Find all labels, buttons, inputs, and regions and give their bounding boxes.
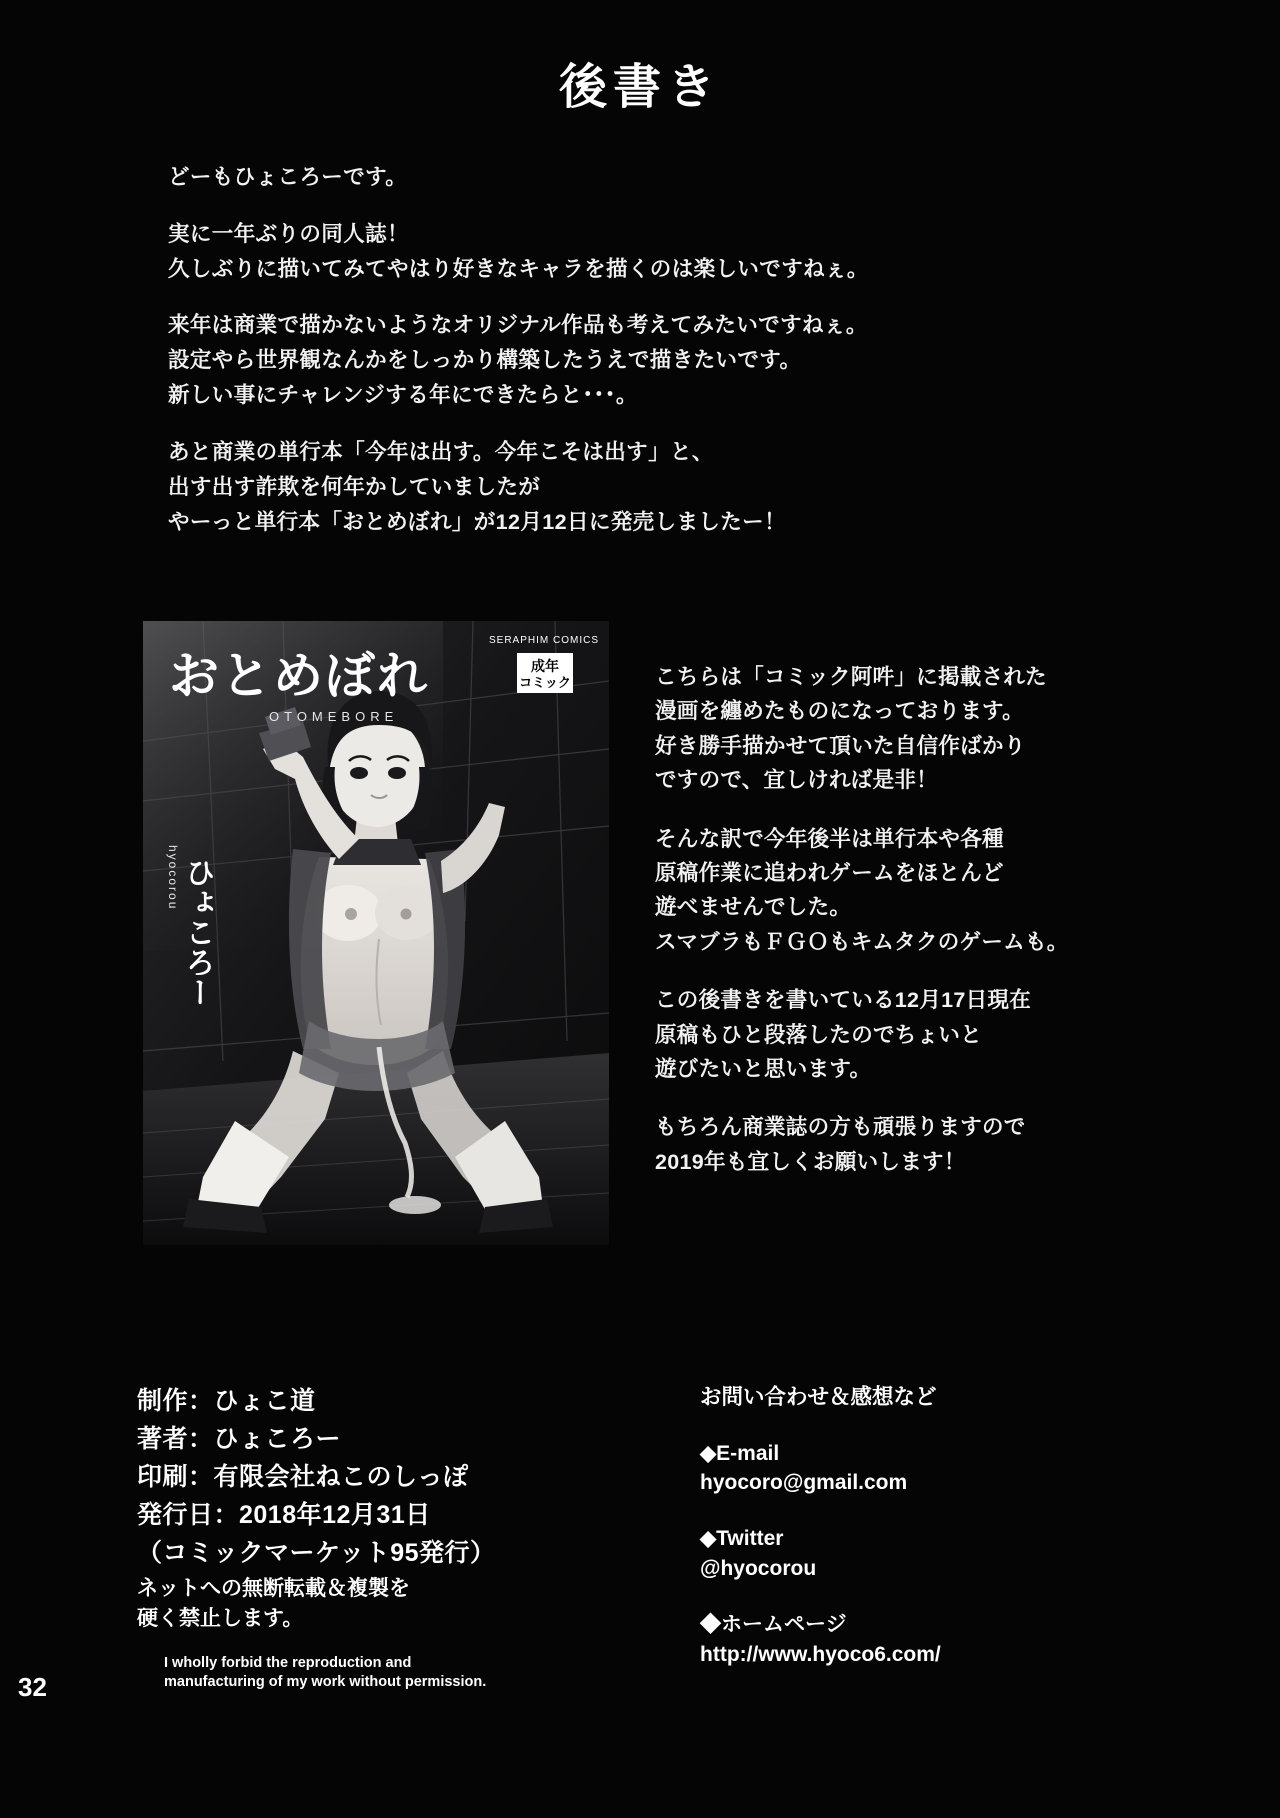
right-p4-line1: もちろん商業誌の方も頑張りますので	[655, 1115, 1026, 1140]
intro-p2-line1: 実に一年ぶりの同人誌！	[168, 221, 409, 246]
intro-paragraph-4	[168, 435, 1128, 539]
right-p2-line4: スマブラもＦＧＯもキムタクのゲームも。	[655, 929, 1069, 954]
page-title: 後書き	[558, 61, 721, 114]
english-notice-line2: manufacturing of my work without permission.	[164, 1673, 487, 1690]
contact-block	[700, 1382, 1180, 1669]
colophon-block	[137, 1382, 657, 1572]
page-number: 32	[18, 1672, 47, 1702]
right-p1-line4: ですので、宜しければ是非！	[655, 768, 938, 793]
right-p3-line3: 遊びたいと思います。	[655, 1056, 872, 1081]
right-p2-line2: 原稿作業に追われゲームをほとんど	[655, 860, 1004, 885]
right-paragraph-2	[655, 822, 1185, 960]
contact-homepage-value[interactable]: http://www.hyoco6.com/	[700, 1642, 941, 1666]
right-p2-line3: 遊べませんでした。	[655, 895, 852, 920]
intro-p2-line2: 久しぶりに描いてみてやはり好きなキャラを描くのは楽しいですねぇ。	[168, 256, 869, 281]
afterword-right-column	[655, 660, 1185, 1179]
contact-homepage	[700, 1610, 1180, 1670]
no-reprint-notice	[137, 1574, 657, 1635]
colophon-author: 著者：ひょころー	[137, 1425, 342, 1453]
contact-homepage-label: ◆ホームページ	[700, 1612, 847, 1636]
right-paragraph-3	[655, 983, 1185, 1086]
right-paragraph-1	[655, 660, 1185, 798]
intro-p3-line2: 設定やら世界観なんかをしっかり構築したうえで描きたいです。	[168, 348, 802, 373]
contact-email	[700, 1439, 1180, 1499]
intro-p3-line3: 新しい事にチャレンジする年にできたらと･･･。	[168, 383, 638, 408]
intro-p4-line1: あと商業の単行本「今年は出す。今年こそは出す」と、	[168, 439, 714, 464]
contact-twitter	[700, 1524, 1180, 1584]
no-reprint-line2: 硬く禁止します。	[137, 1607, 304, 1631]
cover-author-jp: ひょころー	[180, 857, 214, 1007]
afterword-intro-text	[168, 160, 1128, 539]
right-p3-line2: 原稿もひと段落したのでちょいと	[655, 1022, 983, 1047]
right-p3-line1: この後書きを書いている12月17日現在	[655, 988, 1032, 1013]
intro-p3-line1: 来年は商業で描かないようなオリジナル作品も考えてみたいですねぇ。	[168, 313, 868, 338]
right-p1-line2: 漫画を纏めたものになっております。	[655, 699, 1024, 724]
colophon-publish-date: 発行日：2018年12月31日	[137, 1501, 431, 1529]
intro-greeting	[168, 160, 1128, 195]
contact-email-label: ◆E-mail	[700, 1441, 780, 1465]
cover-artwork	[143, 621, 609, 1245]
contact-email-value[interactable]: hyocoro@gmail.com	[700, 1471, 908, 1495]
right-p2-line1: そんな訳で今年後半は単行本や各種	[655, 826, 1004, 851]
right-p1-line3: 好き勝手描かせて頂いた自信作ばかり	[655, 733, 1026, 758]
colophon-event: （コミックマーケット95発行）	[137, 1539, 496, 1567]
svg-text:成年: 成年	[531, 658, 559, 674]
svg-text:コミック: コミック	[519, 675, 571, 690]
right-p4-line2: 2019年も宜しくお願いします！	[655, 1149, 966, 1174]
contact-heading: お問い合わせ＆感想など	[700, 1385, 937, 1409]
cover-label-top: SERAPHIM COMICS	[489, 635, 600, 646]
cover-author-romaji: hyocorou	[166, 845, 180, 911]
intro-greeting-line: どーもひょころーです。	[168, 165, 408, 189]
contact-twitter-label: ◆Twitter	[700, 1527, 784, 1551]
right-p1-line1: こちらは「コミック阿吽」に掲載された	[655, 665, 1047, 689]
english-notice-line1: I wholly forbid the reproduction and	[164, 1655, 412, 1671]
colophon-printing: 印刷：有限会社ねこのしっぽ	[137, 1463, 469, 1491]
cover-age-badge	[517, 653, 573, 693]
english-notice	[164, 1654, 704, 1692]
book-cover-image	[143, 621, 609, 1245]
no-reprint-line1: ネットへの無断転載＆複製を	[137, 1577, 410, 1600]
right-paragraph-4	[655, 1110, 1185, 1179]
cover-title-romaji: OTOMEBORE	[269, 709, 399, 724]
intro-p4-line2: 出す出す詐欺を何年かしていましたが	[168, 474, 541, 499]
intro-paragraph-2	[168, 217, 1128, 287]
contact-twitter-value[interactable]: @hyocorou	[700, 1556, 817, 1580]
cover-title-text: おとめぼれ	[169, 648, 429, 704]
intro-paragraph-3	[168, 308, 1128, 412]
intro-p4-line3: やーっと単行本「おとめぼれ」が12月12日に発売しましたー！	[168, 509, 786, 534]
colophon-production: 制作：ひょこ道	[137, 1387, 316, 1415]
